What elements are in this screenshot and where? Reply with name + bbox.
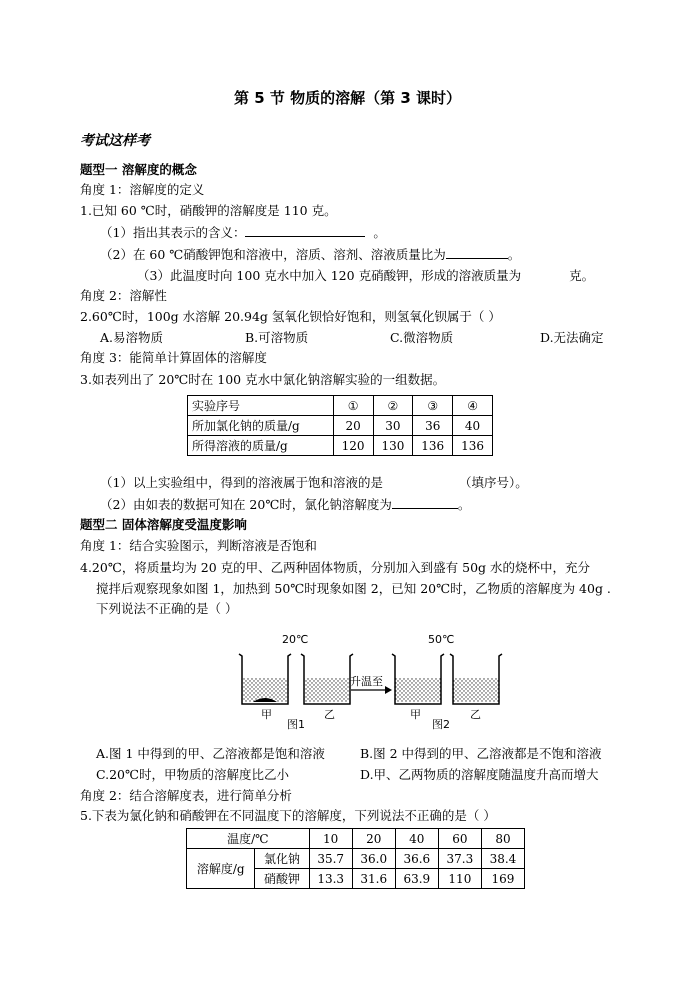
q3-row2-cell: 130: [373, 436, 413, 456]
q1-sub2-blank[interactable]: [446, 246, 508, 259]
q5-table: [186, 828, 525, 889]
q2-stem: 2.60℃时，100g 水溶解 20.94g 氢氧化钡恰好饱和，则氢氧化钡属于（ ）: [80, 309, 501, 324]
q1-sub1-suffix: 。: [373, 225, 386, 240]
q5-temp-cell: 80: [481, 829, 524, 849]
q5-temp-cell: 60: [438, 829, 481, 849]
fig-temp-20: 20℃: [282, 633, 309, 646]
type1-angle2: 角度 2：溶解性: [80, 288, 167, 303]
table-row: [187, 829, 525, 849]
q4-option-d: D.甲、乙两物质的溶解度随温度升高而增大: [360, 767, 599, 782]
q5-nacl-cell: 37.3: [438, 849, 481, 869]
q3-row1-cell: 30: [373, 416, 413, 436]
q1-sub2: [100, 246, 520, 263]
q2-option-b: B.可溶物质: [245, 330, 309, 345]
q3-row1-label: 所加氯化钠的质量/g: [188, 416, 334, 436]
beaker-jia-50: [392, 654, 444, 704]
fig-caption-2: 图2: [432, 718, 450, 731]
q5-nacl-cell: 36.0: [352, 849, 395, 869]
q3-sub2-blank[interactable]: [392, 496, 458, 509]
q1-stem: 1.已知 60 ℃时，硝酸钾的溶解度是 110 克。: [80, 203, 337, 218]
beaker-yi-20: [301, 654, 353, 704]
q3-row1-cell: 36: [413, 416, 453, 436]
q5-kno3-cell: 31.6: [352, 869, 395, 889]
q1-sub2-prefix: （2）在 60 ℃硝酸钾饱和溶液中，溶质、溶剂、溶液质量比为: [100, 247, 446, 262]
q4-option-b: B.图 2 中得到的甲、乙溶液都是不饱和溶液: [360, 746, 602, 761]
q5-kno3-cell: 169: [481, 869, 524, 889]
fig-label-yi-2: 乙: [470, 708, 481, 721]
type2-heading: 题型二 固体溶解度受温度影响: [80, 517, 247, 532]
q5-temp-cell: 20: [352, 829, 395, 849]
q3-stem: 3.如表列出了 20℃时在 100 克水中氯化钠溶解实验的一组数据。: [80, 372, 446, 387]
type1-angle1: 角度 1：溶解度的定义: [80, 182, 205, 197]
q4-line1: 4.20℃，将质量均为 20 克的甲、乙两种固体物质，分别加入到盛有 50g 水的烧杯中，充分: [80, 560, 591, 575]
table-row: [187, 849, 525, 869]
q5-sol-label: 溶解度/g: [187, 849, 255, 889]
q1-sub3-prefix: （3）此温度时向 100 克水中加入 120 克硝酸钾，形成的溶液质量为: [137, 268, 522, 283]
type1-angle3: 角度 3：能简单计算固体的溶解度: [80, 350, 267, 365]
q3-header-cell: ②: [373, 396, 413, 416]
q1-sub3-suffix: 克。: [569, 268, 595, 283]
q4-option-c: C.20℃时，甲物质的溶解度比乙小: [96, 767, 289, 782]
table-row: [188, 396, 493, 416]
q3-row1-cell: 40: [453, 416, 493, 436]
fig-label-yi-1: 乙: [324, 708, 335, 721]
q2-option-a: A.易溶物质: [100, 330, 164, 345]
table-row: [188, 416, 493, 436]
type2-angle2: 角度 2：结合溶解度表，进行简单分析: [80, 788, 292, 803]
q5-kno3-cell: 13.3: [309, 869, 352, 889]
q3-sub1: [100, 475, 528, 491]
q4-line2: 搅拌后观察现象如图 1，加热到 50℃时现象如图 2，已知 20℃时，乙物质的溶解度为 40g .: [96, 581, 611, 596]
q5-stem: 5.下表为氯化钠和硝酸钾在不同温度下的溶解度，下列说法不正确的是（ ）: [80, 808, 496, 823]
section-heading: 考试这样考: [80, 133, 150, 149]
q2-option-c: C.微溶物质: [390, 330, 454, 345]
q1-sub1-blank[interactable]: [245, 224, 365, 237]
q5-kno3-label: 硝酸钾: [255, 869, 309, 889]
q3-table: [187, 395, 493, 456]
q3-sub2-suffix: 。: [457, 497, 471, 512]
q5-nacl-cell: 38.4: [481, 849, 524, 869]
fig-arrow-label: 升温至: [350, 675, 383, 688]
q3-sub1-suffix: （填序号）。: [458, 475, 528, 490]
q3-row2-cell: 136: [413, 436, 453, 456]
q2-option-d: D.无法确定: [540, 330, 604, 345]
q3-header-cell: ④: [453, 396, 493, 416]
q5-kno3-cell: 63.9: [395, 869, 438, 889]
q1-sub3: [137, 268, 594, 284]
q3-header-cell: ①: [333, 396, 373, 416]
q4-line3: 下列说法不正确的是（ ）: [96, 601, 238, 616]
q5-nacl-cell: 36.6: [395, 849, 438, 869]
q5-temp-cell: 10: [309, 829, 352, 849]
q5-kno3-cell: 110: [438, 869, 481, 889]
q3-header-label: 实验序号: [188, 396, 334, 416]
q1-sub2-suffix: 。: [507, 247, 521, 262]
q5-temp-label: 温度/℃: [187, 829, 310, 849]
q3-sub2: [100, 496, 470, 513]
fig-label-jia-1: 甲: [261, 708, 272, 721]
q3-row2-cell: 120: [333, 436, 373, 456]
q3-row2-cell: 136: [453, 436, 493, 456]
q3-row2-label: 所得溶液的质量/g: [188, 436, 334, 456]
fig-label-jia-2: 甲: [410, 708, 421, 721]
q5-temp-cell: 40: [395, 829, 438, 849]
page-title: 第 5 节 物质的溶解（第 3 课时）: [234, 89, 461, 107]
table-row: [188, 436, 493, 456]
fig-caption-1: 图1: [287, 718, 305, 731]
type1-heading: 题型一 溶解度的概念: [80, 162, 197, 177]
beaker-jia-20: [239, 654, 291, 704]
q3-sub1-prefix: （1）以上实验组中，得到的溶液属于饱和溶液的是: [100, 475, 383, 490]
beaker-yi-50: [450, 654, 502, 704]
q1-sub1-prefix: （1）指出其表示的含义：: [100, 225, 246, 240]
q3-row1-cell: 20: [333, 416, 373, 436]
q3-header-cell: ③: [413, 396, 453, 416]
q5-nacl-label: 氯化钠: [255, 849, 309, 869]
fig-temp-50: 50℃: [428, 633, 455, 646]
q3-sub2-prefix: （2）由如表的数据可知在 20℃时，氯化钠溶解度为: [100, 497, 392, 512]
q4-option-a: A.图 1 中得到的甲、乙溶液都是饱和溶液: [96, 746, 325, 761]
q1-sub1: [100, 224, 386, 241]
q5-nacl-cell: 35.7: [309, 849, 352, 869]
type2-angle1: 角度 1：结合实验图示，判断溶液是否饱和: [80, 538, 317, 553]
